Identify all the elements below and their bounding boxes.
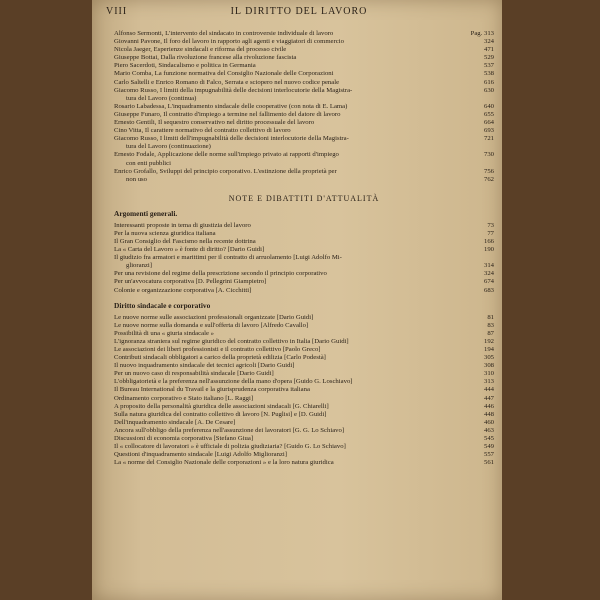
toc-entry-text: Ernesto Gentili, Il sequestro conservativo nel diritto processuale del lavoro	[114, 119, 315, 127]
toc-entry-page: 640	[483, 102, 494, 110]
toc-entry	[114, 403, 494, 411]
toc-entry-text: Il Gran Consiglio del Fascismo nella recente dottrina	[114, 237, 256, 245]
article-list	[114, 30, 494, 184]
toc-entry-page: 762	[483, 175, 494, 183]
toc-entry	[114, 119, 494, 127]
toc-entry-page: 313	[483, 378, 494, 386]
toc-entry	[114, 95, 494, 103]
section-title: NOTE E DIBATTITI D'ATTUALITÀ	[228, 193, 380, 203]
toc-entry-page: 463	[483, 426, 494, 434]
toc-entry-page: 557	[483, 451, 494, 459]
subsection-title-sindacale: Diritto sindacale e corporativo	[114, 300, 211, 310]
toc-entry	[114, 62, 494, 70]
toc-entry	[114, 30, 494, 38]
toc-entry	[114, 151, 494, 159]
running-title: IL DIRITTO DEL LAVORO	[230, 6, 368, 17]
toc-entry-page: 73	[487, 221, 494, 229]
toc-entry-page: 87	[487, 329, 494, 337]
table-of-contents	[114, 30, 494, 467]
toc-entry-text: Cino Vitta, Il carattere normativo del contratto collettivo di lavoro	[114, 127, 291, 135]
toc-entry-text: Il nuovo inquadramento sindacale dei tecnici agricoli [Dario Guidi]	[114, 362, 295, 370]
toc-entry-page: 616	[483, 78, 494, 86]
toc-entry-page: 730	[483, 151, 494, 159]
toc-entry	[114, 168, 494, 176]
toc-entry-page: 324	[483, 38, 494, 46]
toc-entry-text: La « Carta del Lavoro » è fonte di diritto? [Dario Guidi]	[114, 246, 265, 254]
toc-entry-text: Giacomo Russo, I limiti della impugnabilità delle decisioni interlocutorie della Magistra-	[114, 86, 353, 94]
toc-entry-text: Alfonso Sermonti, L'intervento del sindacato in controversie individuale di lavoro	[114, 30, 334, 37]
toc-entry	[114, 135, 494, 143]
toc-entry-text: glioranzi]	[126, 262, 152, 270]
toc-entry	[114, 411, 494, 419]
toc-entry	[114, 79, 494, 87]
toc-entry	[114, 111, 494, 119]
toc-entry-text: Piero Sacerdoti, Sindacalismo e politica in Germania	[114, 62, 256, 70]
toc-entry-page: 77	[487, 229, 494, 237]
toc-entry-page: 310	[483, 370, 494, 378]
subsection-list-general	[114, 222, 494, 295]
toc-entry	[114, 254, 494, 262]
toc-entry-page: 630	[483, 86, 494, 94]
toc-entry	[114, 278, 494, 286]
toc-entry-page: Pag. 313	[470, 30, 494, 37]
toc-entry	[114, 70, 494, 78]
toc-entry-page: 81	[487, 313, 494, 321]
toc-entry-page: 538	[483, 70, 494, 78]
toc-entry	[114, 176, 494, 184]
toc-entry	[114, 87, 494, 95]
toc-entry-text: Interessanti proposte in tema di giustizia del lavoro	[114, 221, 251, 229]
toc-entry-page: 537	[483, 62, 494, 70]
toc-entry-page: 561	[483, 459, 494, 467]
toc-entry	[114, 314, 494, 322]
toc-entry	[114, 459, 494, 467]
toc-entry-page: 83	[487, 321, 494, 329]
toc-entry-text: Rosario Labadessa, L'inquadramento sindacale delle cooperative (con nota di E. Lama)	[114, 102, 348, 110]
toc-entry-page: 471	[483, 46, 494, 54]
subsection-title-general: Argomenti generali.	[114, 208, 178, 218]
toc-entry-page: 444	[483, 386, 494, 394]
toc-entry-text: Giacomo Russo, I limiti dell'impugnabilità delle decisioni interlocutorie della Magistra-	[114, 135, 349, 143]
toc-entry-text: Dell'inquadramento sindacale [A. De Cesare]	[114, 418, 236, 426]
toc-entry-text: Colonie e organizzazione corporativa [A. Cicchitti]	[114, 286, 252, 294]
toc-entry	[114, 222, 494, 230]
toc-entry-text: Questioni d'inquadramento sindacale [Luigi Adolfo Miglioranzi]	[114, 451, 287, 459]
toc-entry-text: L'obbligatorietà e la preferenza nell'assunzione della mano d'opera [Guido G. Loschiavo]	[114, 378, 353, 386]
toc-entry-page: 460	[483, 418, 494, 426]
toc-entry-text: tura del Lavoro (continuazione)	[126, 143, 211, 151]
toc-entry-text: Enrico Grofallo, Sviluppi del principio corporativo. L'estinzione della proprietà per	[114, 167, 337, 175]
toc-entry	[114, 287, 494, 295]
toc-entry-text: Nicola Jaeger, Esperienze sindacali e riforma del processo civile	[114, 46, 287, 54]
toc-entry-text: Il « collocatore di lavoratori » è ufficiale di polizia giudiziaria? [Guido G. Lo Schiavo]	[114, 443, 346, 451]
toc-entry-text: tura del Lavoro (continua)	[126, 94, 197, 102]
toc-entry-text: Le associazioni dei liberi professionisti e il contratto collettivo [Paolo Greco]	[114, 346, 321, 353]
toc-entry	[114, 338, 494, 346]
toc-entry-page: 194	[483, 346, 494, 353]
toc-entry-text: Discussioni di economia corporativa [Stefano Giua]	[114, 435, 254, 443]
toc-entry-text: Ancora sull'obbligo della preferenza nell'assunzione dei lavoratori [G. G. Lo Schiavo]	[114, 426, 345, 434]
toc-entry-text: Le nuove norme sulle associazioni professionali organizzate [Dario Guidi]	[114, 313, 314, 321]
toc-entry	[114, 54, 494, 62]
toc-entry	[114, 238, 494, 246]
toc-entry-text: non uso	[126, 175, 147, 183]
toc-entry-page: 721	[483, 135, 494, 143]
toc-entry-text: L'ignoranza straniera sul regime giuridico del contratto collettivo in Italia [Dario Guidi]	[114, 337, 349, 345]
toc-entry-text: Ordinamento corporativo e Stato italiano [L. Raggi]	[114, 394, 254, 402]
toc-entry	[114, 160, 494, 168]
toc-entry-page: 655	[483, 110, 494, 118]
toc-entry	[114, 451, 494, 459]
toc-entry	[114, 427, 494, 435]
toc-entry	[114, 330, 494, 338]
toc-entry-page: 447	[483, 394, 494, 402]
toc-entry-page: 693	[483, 127, 494, 135]
toc-entry	[114, 230, 494, 238]
toc-entry-text: Per la nuova scienza giuridica italiana	[114, 229, 216, 237]
toc-entry	[114, 246, 494, 254]
toc-entry-text: Carlo Saltelli e Enrico Romano di Falco, Serrata e sciopero nel nuovo codice penale	[114, 78, 340, 86]
toc-entry	[114, 395, 494, 403]
toc-entry-text: Per una revisione del regime della prescrizione secondo il principio corporativo	[114, 270, 327, 278]
toc-entry-page: 192	[483, 337, 494, 345]
toc-entry-page: 308	[483, 362, 494, 370]
toc-entry-page: 756	[483, 167, 494, 175]
toc-entry-text: con enti pubblici	[126, 159, 171, 167]
toc-entry-text: A proposito della personalità giuridica delle associazioni sindacali [G. Chiarelli]	[114, 402, 329, 410]
toc-entry-text: Le nuove norme sulla domanda e sull'offerta di lavoro [Alfredo Cavallo]	[114, 321, 309, 329]
toc-entry-text: Sulla natura giuridica del contratto collettivo di lavoro [N. Puglisi] e [D. Guidi]	[114, 410, 327, 418]
page-header	[106, 6, 492, 22]
subsection-list-sindacale	[114, 314, 494, 468]
toc-entry-page: 305	[483, 354, 494, 362]
toc-entry-text: La « norme del Consiglio Nazionale delle corporazioni » e la loro natura giuridica	[114, 459, 334, 467]
toc-entry-text: Possibilità di una « giuria sindacale »	[114, 329, 214, 337]
toc-entry	[114, 262, 494, 270]
toc-entry-page: 448	[483, 410, 494, 418]
toc-entry-page: 529	[483, 54, 494, 62]
toc-entry-text: Giovanni Pavone, Il foro del lavoro in rapporto agli agenti e viaggiatori di commercio	[114, 38, 344, 46]
toc-entry	[114, 435, 494, 443]
toc-entry-text: Il Bureau International du Travail e la giurisprudenza corporativa italiana	[114, 386, 310, 394]
page-number: VIII	[106, 6, 128, 17]
toc-entry-page: 166	[483, 237, 494, 245]
toc-entry	[114, 270, 494, 278]
toc-entry-page: 674	[483, 278, 494, 286]
toc-entry-page: 190	[483, 246, 494, 254]
toc-entry	[114, 46, 494, 54]
toc-entry-text: Per un nuovo caso di responsabilità sindacale [Dario Guidi]	[114, 370, 274, 378]
toc-entry-page: 324	[483, 270, 494, 278]
toc-entry-text: Per un'avvocatura corporativa [D. Pellegrini Giampietro]	[114, 278, 267, 286]
toc-entry	[114, 103, 494, 111]
toc-entry	[114, 127, 494, 135]
toc-entry-page: 314	[483, 262, 494, 270]
toc-entry	[114, 38, 494, 46]
toc-entry	[114, 370, 494, 378]
toc-entry	[114, 322, 494, 330]
toc-entry	[114, 419, 494, 427]
toc-entry	[114, 354, 494, 362]
toc-entry-text: Giuseppe Funaro, Il contratto d'impiego a termine nel fallimento del datore di lavoro	[114, 110, 341, 118]
toc-entry	[114, 386, 494, 394]
toc-entry	[114, 143, 494, 151]
toc-entry	[114, 362, 494, 370]
toc-entry	[114, 346, 494, 354]
toc-entry-text: Giuseppe Bottai, Dalla rivoluzione francese alla rivoluzione fascista	[114, 54, 297, 62]
toc-entry-page: 549	[483, 443, 494, 451]
toc-entry-page: 446	[483, 402, 494, 410]
toc-entry-text: Contributi sindacali obbligatori a carico della proprietà edilizia [Carlo Podestà]	[114, 354, 326, 362]
book-page	[92, 0, 502, 600]
toc-entry-text: Il giudizio fra armatori e marittimi per il contratto di arruolamento [Luigi Adolfo Mi-	[114, 254, 342, 262]
toc-entry-page: 664	[483, 119, 494, 127]
toc-entry-page: 545	[483, 435, 494, 443]
toc-entry-page: 683	[483, 286, 494, 294]
toc-entry-text: Mario Comba, La funzione normativa del Consiglio Nazionale delle Corporazioni	[114, 70, 334, 78]
toc-entry-text: Ernesto Fodale, Applicazione delle norme sull'impiego privato ai rapporti d'impiego	[114, 151, 339, 159]
toc-entry	[114, 378, 494, 386]
toc-entry	[114, 443, 494, 451]
